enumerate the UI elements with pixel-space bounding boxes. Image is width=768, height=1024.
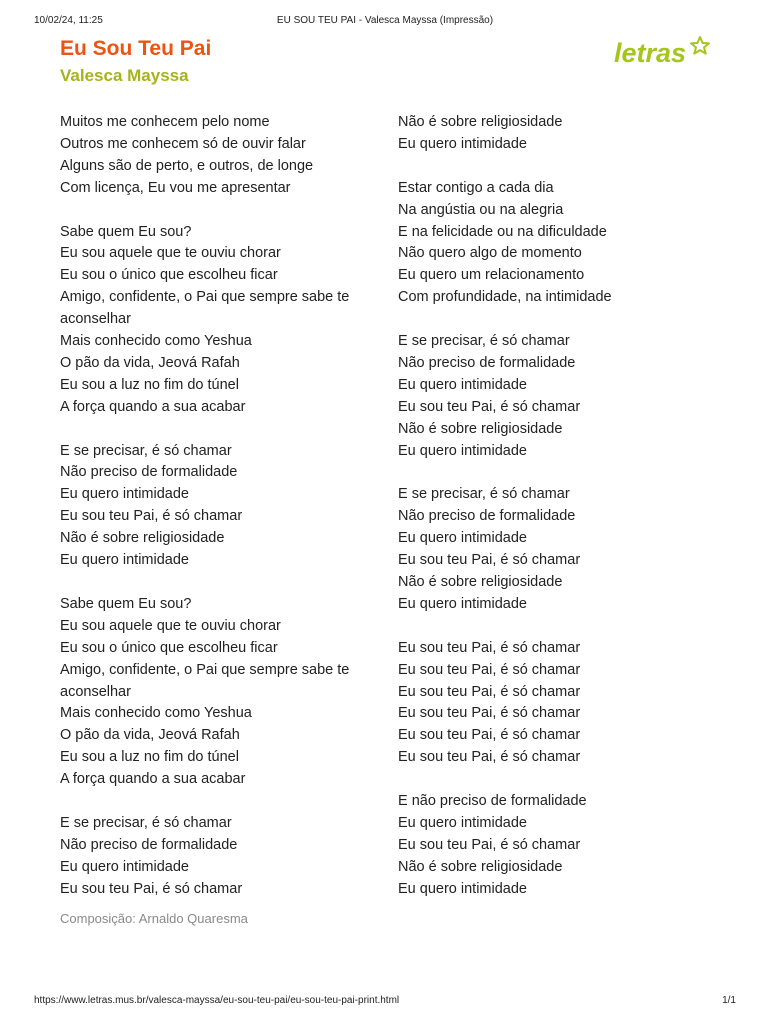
lyric-line: Eu quero intimidade [398,814,527,831]
lyrics-stanza [60,594,378,791]
lyric-line: A força quando a sua acabar [60,771,246,788]
lyric-line: E na felicidade ou na dificuldade [398,223,607,240]
lyric-line: Eu quero intimidade [398,376,527,393]
lyric-line: Eu sou teu Pai, é só chamar [398,727,581,744]
lyric-line: Eu quero intimidade [398,530,527,547]
lyrics-stanza [60,112,378,200]
lyric-line: Eu sou o único que escolheu ficar [60,267,278,284]
lyric-line: Não é sobre religiosidade [60,530,225,547]
lyric-line: E se precisar, é só chamar [398,486,570,503]
lyric-line: Outros me conhecem só de ouvir falar [60,135,306,152]
lyric-line: Eu quero um relacionamento [398,267,585,284]
lyrics-stanza [60,222,378,419]
lyric-line: Estar contigo a cada dia [398,179,554,196]
lyric-line: Com licença, Eu vou me apresentar [60,179,291,196]
lyrics-left-column [60,112,378,922]
lyric-line: Não preciso de formalidade [398,508,576,525]
composition-credit: Composição: Arnaldo Quaresma [60,911,248,926]
lyric-line: Eu sou teu Pai, é só chamar [60,508,243,525]
lyric-line: Mais conhecido como Yeshua [60,333,252,350]
lyric-line: Eu sou teu Pai, é só chamar [60,880,243,897]
lyric-line: Eu sou teu Pai, é só chamar [398,836,581,853]
lyric-line: Eu sou teu Pai, é só chamar [398,552,581,569]
lyrics-stanza [398,791,728,901]
lyric-line: Eu sou teu Pai, é só chamar [398,661,581,678]
lyric-line: Eu sou teu Pai, é só chamar [398,398,581,415]
lyric-line: Não preciso de formalidade [60,464,238,481]
print-footer [34,995,736,1009]
lyric-line: Eu quero intimidade [398,880,527,897]
lyric-line: E se precisar, é só chamar [60,814,232,831]
lyric-line: Não é sobre religiosidade [398,420,563,437]
lyrics-stanza [398,331,728,462]
letras-logo[interactable] [612,32,712,72]
lyric-line: Eu sou aquele que te ouviu chorar [60,245,281,262]
print-document-title: EU SOU TEU PAI - Valesca Mayssa (Impressão) [276,15,494,26]
lyrics-stanza [60,441,378,572]
lyric-line: Eu quero intimidade [398,442,527,459]
lyric-line: Eu sou aquele que te ouviu chorar [60,617,281,634]
lyric-line: Amigo, confidente, o Pai que sempre sabe te aconselhar [60,289,350,328]
lyric-line: Muitos me conhecem pelo nome [60,114,270,130]
logo-wordmark: letras [614,38,687,68]
lyric-line: Não preciso de formalidade [60,836,238,853]
lyric-line: Eu sou a luz no fim do túnel [60,376,239,393]
lyric-line: Mais conhecido como Yeshua [60,705,252,722]
lyrics-right-column [398,112,728,922]
lyrics-stanza [398,112,728,156]
lyric-line: Eu sou a luz no fim do túnel [60,749,239,766]
lyrics-stanza [398,638,728,769]
lyric-line: Eu sou o único que escolheu ficar [60,639,278,656]
lyric-line: Sabe quem Eu sou? [60,595,192,612]
song-title: Eu Sou Teu Pai [60,37,212,60]
star-icon [691,37,709,54]
lyric-line: Eu sou teu Pai, é só chamar [398,749,581,766]
lyric-line: Eu quero intimidade [398,135,527,152]
lyric-line: Sabe quem Eu sou? [60,223,192,240]
lyric-line: Não é sobre religiosidade [398,858,563,875]
lyric-line: Amigo, confidente, o Pai que sempre sabe te aconselhar [60,661,350,700]
artist-name[interactable]: Valesca Mayssa [60,66,189,85]
lyric-line: E se precisar, é só chamar [398,333,570,350]
print-datetime: 10/02/24, 11:25 [34,15,103,26]
lyrics-stanza [60,813,378,901]
lyric-line: Eu quero intimidade [60,858,189,875]
lyric-line: Alguns são de perto, e outros, de longe [60,157,314,174]
lyrics-stanza [398,178,728,309]
print-header [34,15,736,29]
lyric-line: Não preciso de formalidade [398,354,576,371]
page-url: https://www.letras.mus.br/valesca-mayssa/eu-sou-teu-pai/eu-sou-teu-pai-print.html [34,995,400,1006]
lyric-line: O pão da vida, Jeová Rafah [60,727,240,744]
lyric-line: Eu quero intimidade [398,595,527,612]
lyric-line: Com profundidade, na intimidade [398,289,612,306]
lyric-line: Eu sou teu Pai, é só chamar [398,683,581,700]
lyric-line: Eu sou teu Pai, é só chamar [398,705,581,722]
lyric-line: Não é sobre religiosidade [398,573,563,590]
lyric-line: E se precisar, é só chamar [60,442,232,459]
lyric-line: Eu quero intimidade [60,486,189,503]
lyric-line: Não quero algo de momento [398,245,582,262]
lyric-line: A força quando a sua acabar [60,398,246,415]
lyric-line: Eu sou teu Pai, é só chamar [398,639,581,656]
page-count: 1/1 [722,995,736,1006]
lyric-line: O pão da vida, Jeová Rafah [60,354,240,371]
lyrics-stanza [398,484,728,615]
lyric-line: Eu quero intimidade [60,552,189,569]
lyric-line: Na angústia ou na alegria [398,201,564,218]
lyric-line: Não é sobre religiosidade [398,114,563,130]
lyric-line: E não preciso de formalidade [398,793,587,810]
